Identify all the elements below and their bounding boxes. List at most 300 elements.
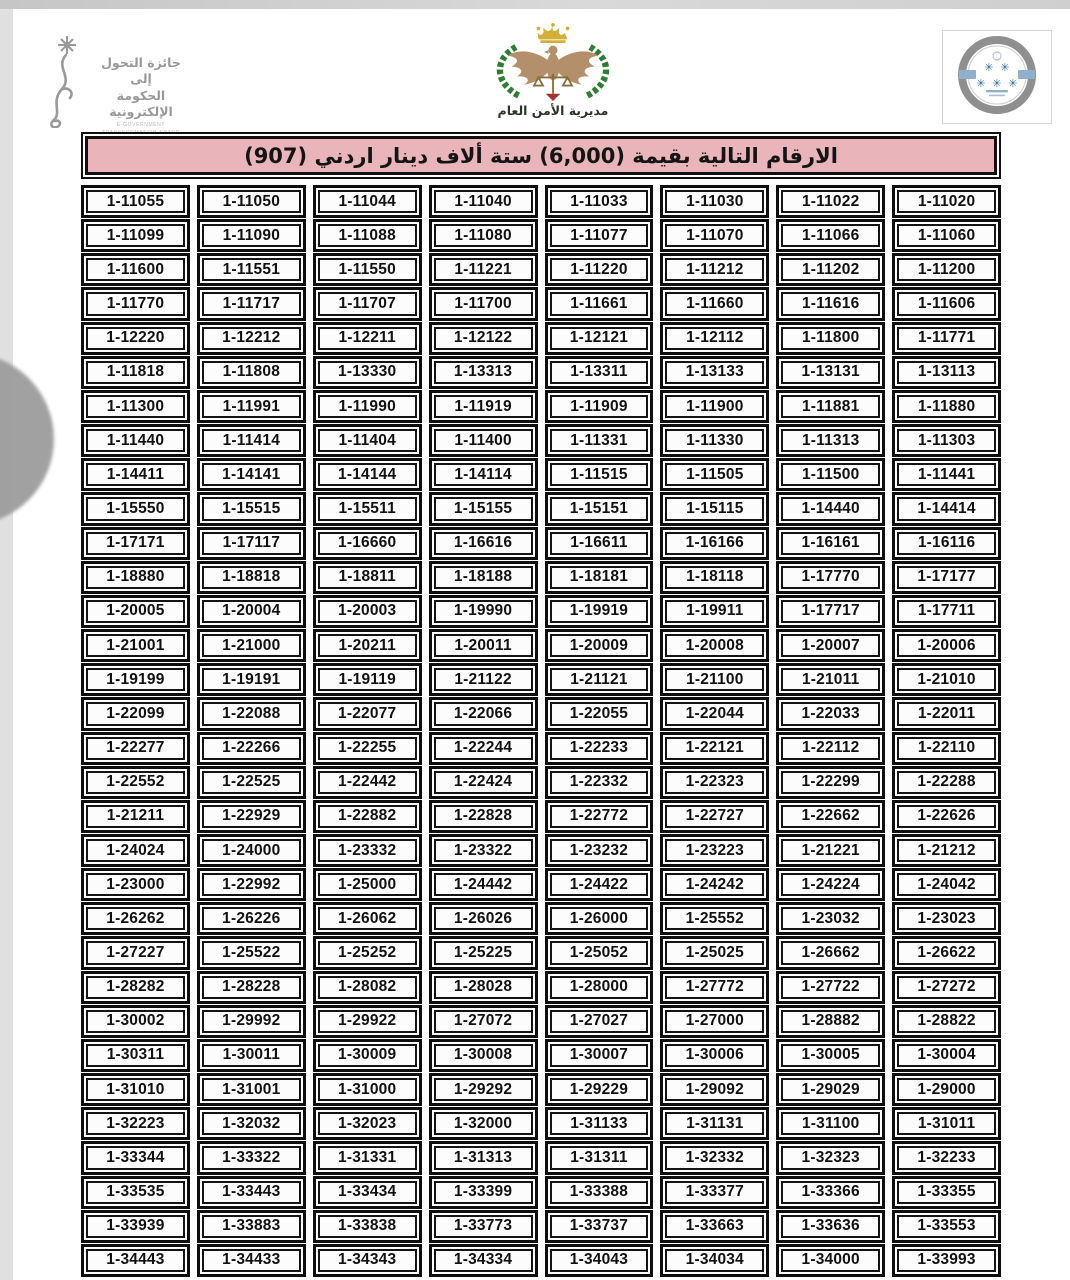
table-cell [660,1107,769,1140]
table-cell [81,595,190,628]
ticket-number: 1-11909 [550,395,649,418]
ticket-number: 1-22277 [86,737,185,760]
table-cell [429,868,538,901]
ticket-number: 1-28082 [318,976,417,999]
ticket-number: 1-22077 [318,702,417,725]
table-cell [892,1244,1001,1277]
public-security-emblem [468,23,638,125]
table-cell [545,732,654,765]
table-cell [429,629,538,662]
table-cell [776,1005,885,1038]
table-cell [660,868,769,901]
table-cell [660,1176,769,1209]
ticket-number: 1-30004 [897,1044,996,1067]
table-cell [313,1210,422,1243]
ticket-number: 1-33322 [202,1146,301,1169]
table-cell [776,1073,885,1106]
ticket-number: 1-11919 [434,395,533,418]
table-cell [892,287,1001,320]
table-cell [313,1176,422,1209]
ticket-number: 1-22099 [86,702,185,725]
table-cell [545,390,654,423]
table-cell [545,219,654,252]
ticket-number: 1-33553 [897,1215,996,1238]
table-cell [660,1073,769,1106]
ticket-number: 1-33388 [550,1181,649,1204]
table-cell [81,287,190,320]
ticket-number: 1-11500 [781,463,880,486]
ticket-number: 1-18118 [665,566,764,589]
table-cell [81,1210,190,1243]
table-cell [197,1039,306,1072]
ticket-number: 1-16166 [665,532,764,555]
photo-top-edge [0,0,1070,9]
seal-card [942,30,1052,124]
table-cell [545,1141,654,1174]
ticket-number: 1-20006 [897,634,996,657]
ticket-number: 1-11202 [781,258,880,281]
ticket-number: 1-20008 [665,634,764,657]
table-cell [776,1141,885,1174]
table-cell [660,390,769,423]
ticket-number: 1-33535 [86,1181,185,1204]
table-cell [429,287,538,320]
ticket-number: 1-14144 [318,463,417,486]
ticket-number: 1-11717 [202,292,301,315]
table-cell [81,1073,190,1106]
table-cell [660,356,769,389]
table-cell [892,1005,1001,1038]
ticket-number: 1-11441 [897,463,996,486]
ticket-number: 1-22055 [550,702,649,725]
table-cell [660,834,769,867]
ticket-number: 1-11313 [781,429,880,452]
ticket-number: 1-31311 [550,1146,649,1169]
ticket-number: 1-25000 [318,873,417,896]
ticket-number: 1-16660 [318,532,417,555]
ticket-number: 1-17117 [202,532,301,555]
table-cell [81,1039,190,1072]
ticket-number: 1-30009 [318,1044,417,1067]
ticket-number: 1-11808 [202,361,301,384]
ticket-number: 1-22088 [202,702,301,725]
ticket-number: 1-20011 [434,634,533,657]
ticket-number: 1-12112 [665,327,764,350]
ticket-number: 1-13113 [897,361,996,384]
ticket-number: 1-24042 [897,873,996,896]
ticket-number: 1-24422 [550,873,649,896]
ticket-number: 1-11022 [781,190,880,213]
ticket-number: 1-22424 [434,771,533,794]
table-cell [660,902,769,935]
table-cell [313,595,422,628]
table-cell [545,697,654,730]
ticket-number: 1-12211 [318,327,417,350]
ticket-number: 1-22552 [86,771,185,794]
ticket-number: 1-13330 [318,361,417,384]
ticket-number: 1-14141 [202,463,301,486]
ticket-number: 1-31331 [318,1146,417,1169]
table-cell [81,868,190,901]
table-cell [313,766,422,799]
ticket-number: 1-30005 [781,1044,880,1067]
table-cell [892,356,1001,389]
table-cell [429,253,538,286]
table-cell [313,902,422,935]
ticket-number: 1-22266 [202,737,301,760]
table-cell [81,936,190,969]
table-cell [776,1039,885,1072]
table-cell [197,185,306,218]
table-cell [545,663,654,696]
ticket-number: 1-16611 [550,532,649,555]
ticket-number: 1-11440 [86,429,185,452]
table-cell [892,253,1001,286]
table-cell [660,971,769,1004]
table-cell [81,356,190,389]
ticket-number: 1-11550 [318,258,417,281]
table-cell [545,1176,654,1209]
ticket-number: 1-11990 [318,395,417,418]
table-cell [197,1244,306,1277]
table-cell [313,629,422,662]
table-cell [545,595,654,628]
table-cell [776,971,885,1004]
ticket-number: 1-13311 [550,361,649,384]
table-cell [81,1176,190,1209]
ticket-number: 1-34443 [86,1249,185,1272]
table-cell [197,561,306,594]
ticket-number: 1-11221 [434,258,533,281]
table-cell [81,492,190,525]
table-cell [197,1141,306,1174]
ticket-number: 1-11220 [550,258,649,281]
ticket-number: 1-16116 [897,532,996,555]
table-cell [892,1176,1001,1209]
table-cell [313,424,422,457]
ticket-number: 1-22255 [318,737,417,760]
table-cell [429,492,538,525]
table-cell [197,936,306,969]
table-cell [429,1107,538,1140]
ticket-number: 1-17711 [897,600,996,623]
ticket-number: 1-28822 [897,1010,996,1033]
table-cell [197,390,306,423]
table-cell [660,1005,769,1038]
table-cell [81,219,190,252]
table-cell [776,629,885,662]
ticket-number: 1-24442 [434,873,533,896]
table-cell [892,697,1001,730]
ticket-number: 1-33939 [86,1215,185,1238]
award-swirl-icon [41,33,85,128]
table-cell [660,458,769,491]
table-cell [429,424,538,457]
ticket-number: 1-34043 [550,1249,649,1272]
table-cell [545,1244,654,1277]
table-cell [892,629,1001,662]
ticket-number: 1-11551 [202,258,301,281]
ticket-number: 1-21211 [86,805,185,828]
ticket-number: 1-18181 [550,566,649,589]
table-cell [776,936,885,969]
table-cell [197,800,306,833]
ticket-number: 1-11088 [318,224,417,247]
table-cell [429,356,538,389]
table-cell [81,390,190,423]
table-cell [545,527,654,560]
table-cell [776,834,885,867]
table-cell [545,1210,654,1243]
ticket-number: 1-14414 [897,497,996,520]
table-cell [429,458,538,491]
ticket-number: 1-20009 [550,634,649,657]
table-cell [776,424,885,457]
ticket-number: 1-29029 [781,1078,880,1101]
table-cell [313,561,422,594]
table-cell [545,458,654,491]
table-cell [81,561,190,594]
ticket-number: 1-29229 [550,1078,649,1101]
ticket-number: 1-19199 [86,668,185,691]
ticket-number: 1-25252 [318,941,417,964]
ticket-number: 1-26662 [781,941,880,964]
ticket-number: 1-11900 [665,395,764,418]
ticket-number: 1-33355 [897,1181,996,1204]
table-cell [429,185,538,218]
ticket-number: 1-33993 [897,1249,996,1272]
table-cell [776,185,885,218]
ticket-number: 1-11055 [86,190,185,213]
ticket-number: 1-11099 [86,224,185,247]
table-cell [660,424,769,457]
table-cell [313,1039,422,1072]
table-cell [892,458,1001,491]
table-cell [892,390,1001,423]
title-bar [81,132,1001,179]
ticket-number: 1-34334 [434,1249,533,1272]
table-cell [313,1141,422,1174]
ticket-number: 1-22929 [202,805,301,828]
ticket-number: 1-11414 [202,429,301,452]
ticket-number: 1-31133 [550,1112,649,1135]
table-cell [545,287,654,320]
table-cell [313,492,422,525]
document-page [13,9,1070,1280]
table-cell [81,1005,190,1038]
table-cell [313,287,422,320]
ticket-number: 1-22121 [665,737,764,760]
ticket-number: 1-11400 [434,429,533,452]
ticket-number: 1-26062 [318,907,417,930]
table-cell [545,629,654,662]
ticket-number: 1-24224 [781,873,880,896]
table-cell [81,424,190,457]
ticket-number: 1-30002 [86,1010,185,1033]
table-cell [429,219,538,252]
ticket-number: 1-16616 [434,532,533,555]
table-cell [313,697,422,730]
table-cell [776,356,885,389]
table-cell [660,800,769,833]
table-cell [545,902,654,935]
ticket-number: 1-20003 [318,600,417,623]
table-cell [429,800,538,833]
table-cell [313,322,422,355]
table-cell [81,1107,190,1140]
ticket-number: 1-22110 [897,737,996,760]
table-cell [776,492,885,525]
table-cell [892,800,1001,833]
ticket-number: 1-22525 [202,771,301,794]
ticket-number: 1-22066 [434,702,533,725]
table-cell [313,834,422,867]
ticket-number: 1-18811 [318,566,417,589]
ticket-number: 1-11600 [86,258,185,281]
ticket-number: 1-11060 [897,224,996,247]
table-cell [545,766,654,799]
table-cell [776,902,885,935]
table-cell [197,1005,306,1038]
ticket-number: 1-14114 [434,463,533,486]
table-cell [81,697,190,730]
table-cell [197,458,306,491]
winning-numbers-table [81,185,1001,1277]
ticket-number: 1-23223 [665,839,764,862]
ticket-number: 1-15515 [202,497,301,520]
ticket-number: 1-33636 [781,1215,880,1238]
table-cell [81,732,190,765]
ticket-number: 1-33838 [318,1215,417,1238]
ticket-number: 1-11515 [550,463,649,486]
ticket-number: 1-29092 [665,1078,764,1101]
ticket-number: 1-11020 [897,190,996,213]
ticket-number: 1-24000 [202,839,301,862]
ticket-number: 1-30006 [665,1044,764,1067]
table-cell [892,322,1001,355]
table-cell [81,458,190,491]
ticket-number: 1-11070 [665,224,764,247]
svg-text:✳: ✳ [976,77,986,90]
psd-caption: مديرية الأمن العام [497,103,609,118]
table-cell [81,766,190,799]
egov-award-logo [41,33,191,128]
ticket-number: 1-22442 [318,771,417,794]
table-cell [776,219,885,252]
table-cell [660,492,769,525]
ticket-number: 1-11066 [781,224,880,247]
table-cell [545,1073,654,1106]
ticket-number: 1-26226 [202,907,301,930]
table-cell [776,595,885,628]
ticket-number: 1-29292 [434,1078,533,1101]
ticket-number: 1-15115 [665,497,764,520]
table-cell [892,663,1001,696]
ticket-number: 1-11880 [897,395,996,418]
table-cell [429,1210,538,1243]
table-cell [197,834,306,867]
table-cell [776,697,885,730]
table-cell [776,868,885,901]
table-cell [197,424,306,457]
award-title-line2: الحكومة الإلكترونية [109,87,173,119]
table-cell [892,766,1001,799]
ticket-number: 1-22299 [781,771,880,794]
ticket-number: 1-11707 [318,292,417,315]
ticket-number: 1-14440 [781,497,880,520]
ticket-number: 1-28882 [781,1010,880,1033]
table-cell [313,868,422,901]
table-cell [892,1107,1001,1140]
ticket-number: 1-21010 [897,668,996,691]
ticket-number: 1-22323 [665,771,764,794]
ticket-number: 1-22727 [665,805,764,828]
ticket-number: 1-32323 [781,1146,880,1169]
ticket-number: 1-11331 [550,429,649,452]
table-cell [429,595,538,628]
ticket-number: 1-11881 [781,395,880,418]
ticket-number: 1-32233 [897,1146,996,1169]
ticket-number: 1-19119 [318,668,417,691]
ticket-number: 1-11404 [318,429,417,452]
table-cell [776,458,885,491]
ticket-number: 1-13313 [434,361,533,384]
table-cell [776,390,885,423]
ticket-number: 1-31100 [781,1112,880,1135]
table-cell [892,1039,1001,1072]
table-cell [81,1244,190,1277]
ticket-number: 1-23000 [86,873,185,896]
ticket-number: 1-20007 [781,634,880,657]
ticket-number: 1-31000 [318,1078,417,1101]
svg-text:✳: ✳ [984,61,994,74]
ticket-number: 1-15151 [550,497,649,520]
table-cell [660,1039,769,1072]
table-cell [429,1005,538,1038]
table-cell [197,971,306,1004]
table-cell [429,390,538,423]
ticket-number: 1-11661 [550,292,649,315]
ticket-number: 1-26622 [897,941,996,964]
ticket-number: 1-21000 [202,634,301,657]
ticket-number: 1-11505 [665,463,764,486]
ticket-number: 1-11212 [665,258,764,281]
table-cell [313,1244,422,1277]
table-cell [197,356,306,389]
ticket-number: 1-21121 [550,668,649,691]
ticket-number: 1-22044 [665,702,764,725]
table-cell [429,1141,538,1174]
table-cell [313,527,422,560]
ticket-number: 1-11303 [897,429,996,452]
ticket-number: 1-31010 [86,1078,185,1101]
ticket-number: 1-25522 [202,941,301,964]
ticket-number: 1-31313 [434,1146,533,1169]
table-cell [892,185,1001,218]
ticket-number: 1-11300 [86,395,185,418]
table-cell [81,185,190,218]
ticket-number: 1-33434 [318,1181,417,1204]
ticket-number: 1-17171 [86,532,185,555]
ticket-number: 1-20005 [86,600,185,623]
table-cell [197,322,306,355]
table-cell [776,322,885,355]
ticket-number: 1-22233 [550,737,649,760]
ticket-number: 1-21212 [897,839,996,862]
ticket-number: 1-32032 [202,1112,301,1135]
table-cell [81,1141,190,1174]
table-cell [660,732,769,765]
